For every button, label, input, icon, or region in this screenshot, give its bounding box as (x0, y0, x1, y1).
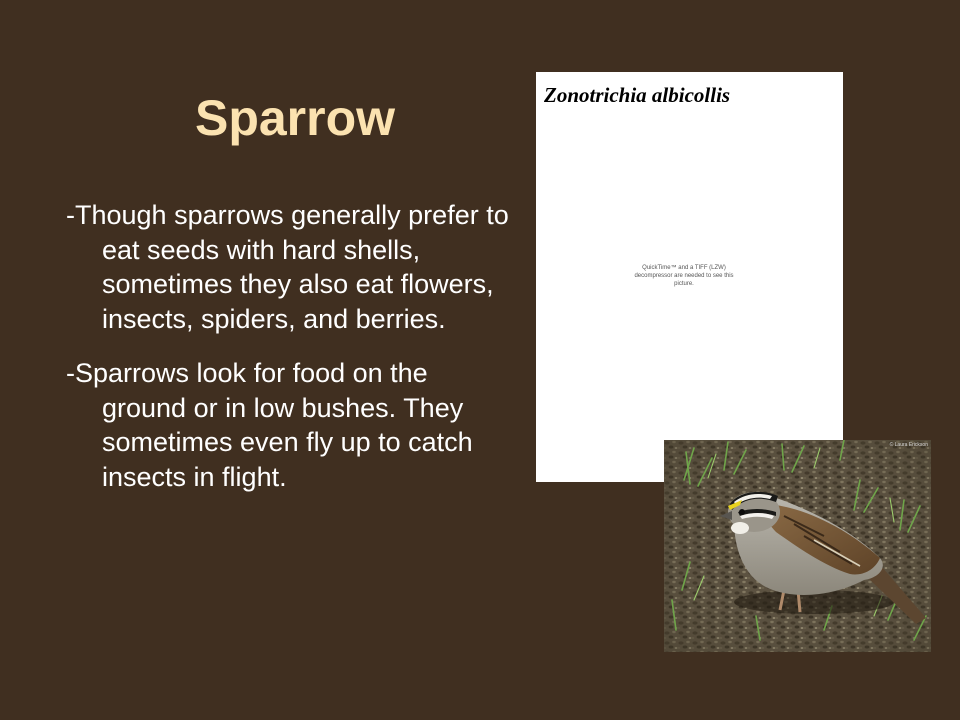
image-placeholder (536, 72, 843, 482)
sparrow-illustration (664, 440, 931, 652)
photo-credit: © Laura Erickson (889, 442, 928, 448)
bullet-list (66, 198, 516, 514)
bullet-diet: -Though sparrows generally prefer to eat seeds with hard shells, sometimes they also eat flowers, insects, spiders, and berries. (66, 200, 509, 334)
slide-title: Sparrow (194, 90, 396, 146)
quicktime-notice: QuickTime™ and a TIFF (LZW) decompressor are needed to see this picture. (634, 265, 734, 287)
sparrow-photo (664, 440, 931, 652)
bullet-foraging: -Sparrows look for food on the ground or in low bushes. They sometimes even fly up to catch insects in flight. (66, 358, 473, 492)
species-caption: Zonotrichia albicollis (544, 83, 731, 107)
